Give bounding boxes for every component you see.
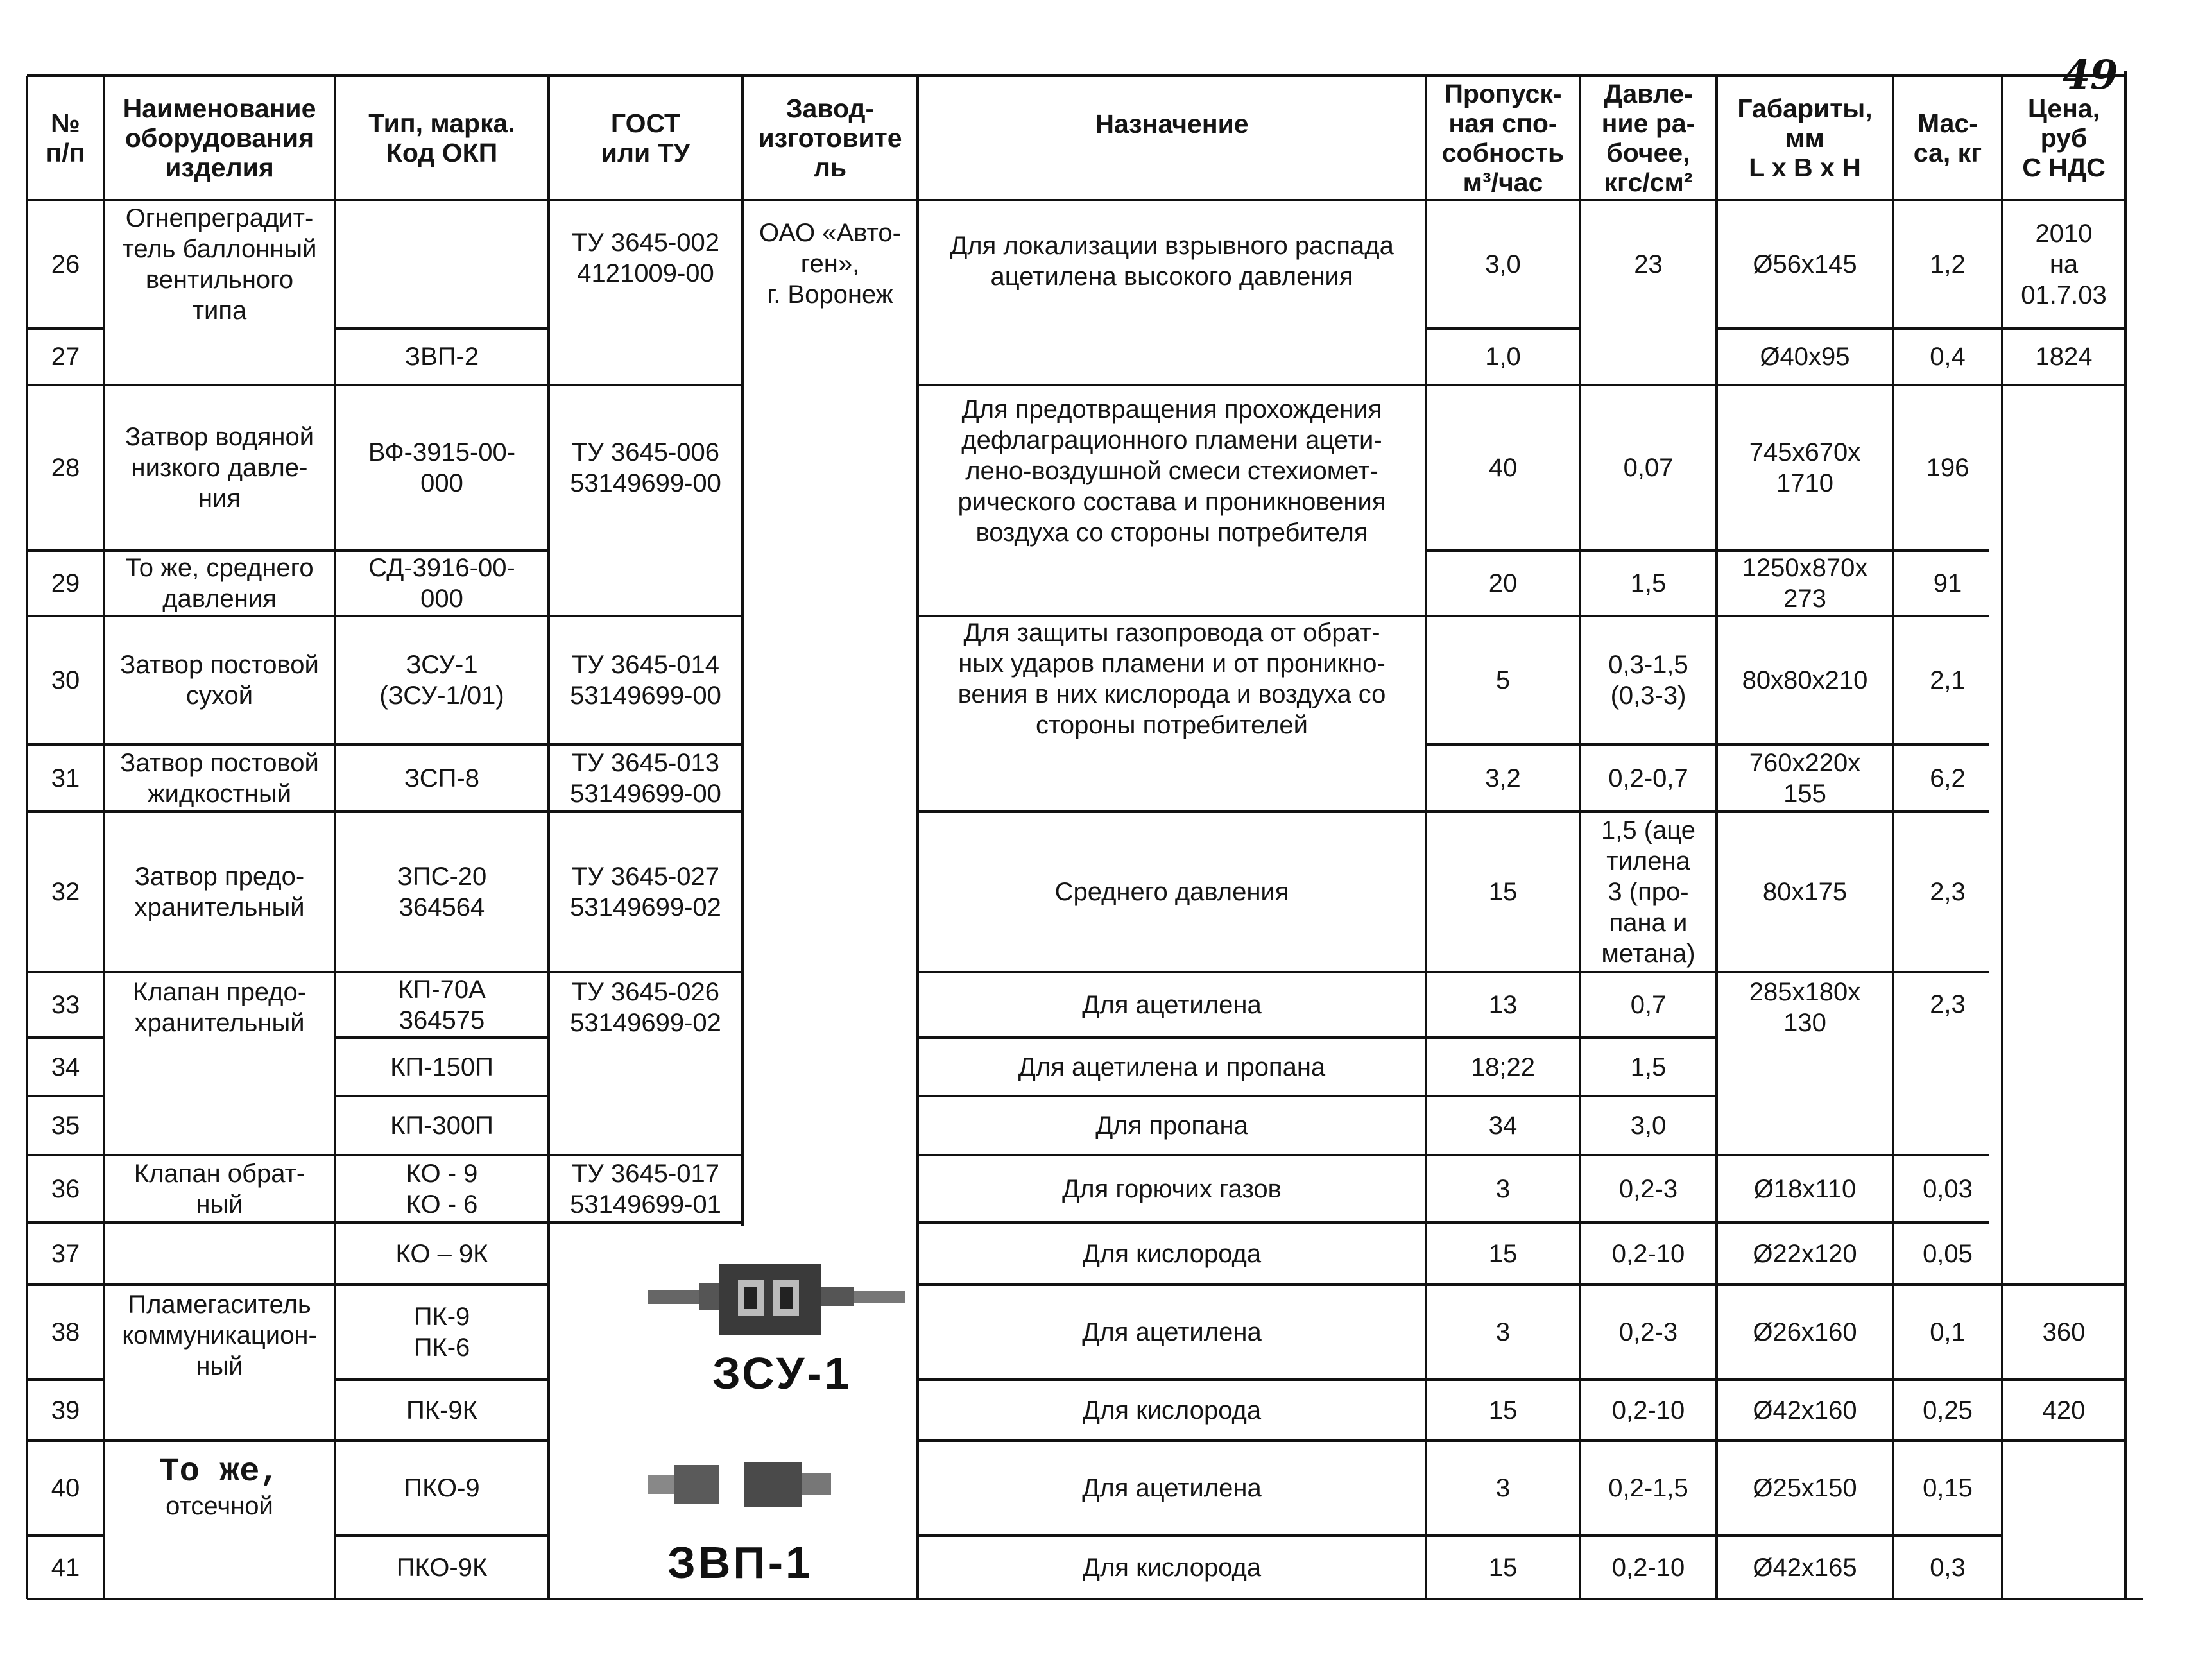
cell-37-mass: 0,05 xyxy=(1923,1239,1973,1268)
cell-28-mass: 196 xyxy=(1926,454,1969,482)
cell-40-purpose: Для ацетилена xyxy=(1082,1474,1262,1502)
cell-32-capacity: 15 xyxy=(1488,878,1518,906)
cell-38-purpose: Для ацетилена xyxy=(1082,1318,1262,1346)
cell-28-pressure: 0,07 xyxy=(1623,454,1674,482)
cell-30-type: ЗСУ-1 (ЗСУ-1/01) xyxy=(379,651,504,710)
cell-29-type: СД-3916-00- 000 xyxy=(368,554,515,613)
cell-41-dims: Ø42x165 xyxy=(1753,1553,1857,1582)
cell-38-name: Пламегаситель коммуникацион- ный xyxy=(122,1290,317,1380)
cell-35-purpose: Для пропана xyxy=(1095,1111,1248,1140)
cell-41-type: ПКО-9К xyxy=(396,1553,488,1582)
cell-32-type: ЗПС-20 364564 xyxy=(397,862,487,921)
cell-33-type: КП-70А 364575 xyxy=(398,975,486,1034)
cell-36-pressure: 0,2-3 xyxy=(1618,1174,1678,1203)
purpose-26-27: Для локализации взрывного распада ацетилена высокого давления xyxy=(950,232,1394,291)
cell-34-type: КП-150П xyxy=(390,1052,493,1081)
cell-26-num: 26 xyxy=(51,250,80,279)
mass-33-35: 2,3 xyxy=(1930,990,1966,1018)
cell-33-num: 33 xyxy=(51,991,80,1019)
zvp-1-label: ЗВП-1 xyxy=(667,1538,813,1588)
cell-40-type: ПКО-9 xyxy=(404,1474,480,1502)
page-number: 49 xyxy=(2063,51,2118,98)
cell-37-purpose: Для кислорода xyxy=(1082,1239,1262,1268)
cell-32-name: Затвор предо- хранительный xyxy=(134,862,305,921)
zvp-1-photo xyxy=(648,1455,841,1513)
cell-37-dims: Ø22x120 xyxy=(1753,1239,1857,1268)
cell-29-mass: 91 xyxy=(1933,569,1962,597)
price-26: 2010 на 01.7.03 xyxy=(2021,219,2107,309)
cell-39-num: 39 xyxy=(51,1396,80,1425)
cell-32-mass: 2,3 xyxy=(1930,878,1966,906)
cell-31-type: ЗСП-8 xyxy=(404,764,479,793)
header-type: Тип, марка. Код ОКП xyxy=(368,108,515,167)
maker: ОАО «Авто- ген», г. Воронеж xyxy=(759,219,901,309)
cell-40-num: 40 xyxy=(51,1474,80,1502)
cell-40-name-line2: отсечной xyxy=(166,1492,273,1520)
cell-31-name: Затвор постовой жидкостный xyxy=(120,748,319,808)
header-mass: Мас- са, кг xyxy=(1913,108,1982,167)
cell-39-capacity: 15 xyxy=(1488,1396,1518,1425)
cell-28-capacity: 40 xyxy=(1488,454,1518,482)
cell-30-gost: ТУ 3645-014 53149699-00 xyxy=(570,651,721,710)
cell-31-dims: 760x220x 155 xyxy=(1749,748,1861,808)
cell-38-price: 360 xyxy=(2042,1318,2086,1346)
cell-26-capacity: 3,0 xyxy=(1485,250,1521,279)
cell-26-mass: 1,2 xyxy=(1930,250,1966,279)
cell-40-dims: Ø25x150 xyxy=(1753,1474,1857,1502)
cell-40-capacity: 3 xyxy=(1495,1474,1511,1502)
gost-26-27: ТУ 3645-002 4121009-00 xyxy=(572,228,719,287)
cell-30-name: Затвор постовой сухой xyxy=(120,651,319,710)
cell-36-type: КО - 9 КО - 6 xyxy=(406,1159,478,1219)
cell-41-purpose: Для кислорода xyxy=(1082,1553,1262,1582)
header-price: Цена, руб С НДС xyxy=(2022,94,2106,182)
header-name: Наименование оборудования изделия xyxy=(123,94,316,182)
cell-41-pressure: 0,2-10 xyxy=(1611,1553,1685,1582)
cell-37-capacity: 15 xyxy=(1488,1239,1518,1268)
cell-28-dims: 745x670x 1710 xyxy=(1749,438,1861,497)
cell-29-capacity: 20 xyxy=(1488,569,1518,597)
cell-26-dims: Ø56x145 xyxy=(1753,250,1857,279)
cell-31-gost: ТУ 3645-013 53149699-00 xyxy=(570,748,721,808)
header-pressure: Давле- ние ра- бочее, кгс/см² xyxy=(1601,79,1695,197)
cell-29-pressure: 1,5 xyxy=(1630,569,1667,597)
cell-36-purpose: Для горючих газов xyxy=(1062,1174,1282,1203)
cell-28-name: Затвор водяной низкого давле- ния xyxy=(124,423,314,513)
cell-34-purpose: Для ацетилена и пропана xyxy=(1018,1052,1326,1081)
purpose-28-29: Для предотвращения прохождения дефлаграционного пламени ацети- лено-воздушной смеси стехиомет- рического состава и проникновения воздуха со стороны потребителя xyxy=(957,395,1386,547)
cell-39-dims: Ø42x160 xyxy=(1753,1396,1857,1425)
cell-27-capacity: 1,0 xyxy=(1485,343,1521,371)
cell-34-pressure: 1,5 xyxy=(1630,1052,1667,1081)
header-maker: Завод- изготовите ль xyxy=(758,94,902,182)
cell-40-pressure: 0,2-1,5 xyxy=(1608,1474,1688,1502)
dims-33-35: 285x180x 130 xyxy=(1749,978,1861,1037)
header-purpose: Назначение xyxy=(1095,109,1249,139)
cell-38-type: ПК-9 ПК-6 xyxy=(413,1303,470,1362)
gost-28-29: ТУ 3645-006 53149699-00 xyxy=(570,438,721,497)
cell-32-pressure: 1,5 (аце тилена 3 (про- пана и метана) xyxy=(1601,816,1695,968)
cell-39-pressure: 0,2-10 xyxy=(1611,1396,1685,1425)
cell-33-pressure: 0,7 xyxy=(1630,991,1667,1019)
cell-30-pressure: 0,3-1,5 (0,3-3) xyxy=(1608,651,1688,710)
cell-34-capacity: 18;22 xyxy=(1470,1052,1536,1081)
cell-33-capacity: 13 xyxy=(1488,991,1518,1019)
cell-32-dims: 80x175 xyxy=(1762,878,1848,906)
cell-30-num: 30 xyxy=(51,666,80,694)
cell-28-type: ВФ-3915-00- 000 xyxy=(368,438,516,497)
cell-35-pressure: 3,0 xyxy=(1630,1111,1667,1140)
cell-36-gost: ТУ 3645-017 53149699-01 xyxy=(570,1159,721,1219)
cell-40-name-line1: То же, xyxy=(159,1453,280,1491)
cell-28-num: 28 xyxy=(51,454,80,482)
cell-38-dims: Ø26x160 xyxy=(1753,1318,1857,1346)
cell-29-name: То же, среднего давления xyxy=(125,554,314,613)
gost-33-35: ТУ 3645-026 53149699-02 xyxy=(570,978,721,1037)
cell-31-mass: 6,2 xyxy=(1930,764,1966,793)
cell-27-dims: Ø40x95 xyxy=(1760,343,1850,371)
cell-38-mass: 0,1 xyxy=(1930,1318,1966,1346)
cell-32-num: 32 xyxy=(51,878,80,906)
cell-35-num: 35 xyxy=(51,1111,80,1140)
cell-27-type: ЗВП-2 xyxy=(404,343,479,371)
cell-39-price: 420 xyxy=(2042,1396,2086,1425)
cell-35-type: КП-300П xyxy=(390,1111,493,1140)
cell-32-gost: ТУ 3645-027 53149699-02 xyxy=(570,862,721,921)
cell-39-purpose: Для кислорода xyxy=(1082,1396,1262,1425)
zsu-1-photo xyxy=(642,1251,911,1354)
purpose-30-31: Для защиты газопровода от обрат- ных ударов пламени и от проникно- вения в них кислорода и воздуха со стороны потребителей xyxy=(957,619,1386,739)
cell-31-num: 31 xyxy=(51,764,80,793)
cell-38-pressure: 0,2-3 xyxy=(1618,1318,1678,1346)
cell-41-capacity: 15 xyxy=(1488,1553,1518,1582)
cell-27-mass: 0,4 xyxy=(1930,343,1966,371)
cell-41-mass: 0,3 xyxy=(1930,1553,1966,1582)
cell-36-dims: Ø18x110 xyxy=(1753,1174,1857,1203)
pressure-26-27: 23 xyxy=(1634,250,1663,279)
cell-31-capacity: 3,2 xyxy=(1485,764,1521,793)
cell-36-capacity: 3 xyxy=(1495,1174,1511,1203)
header-capacity: Пропуск- ная спо- собность м³/час xyxy=(1441,79,1565,197)
cell-27-price: 1824 xyxy=(2035,343,2093,371)
cell-29-dims: 1250x870x 273 xyxy=(1742,554,1868,613)
cell-30-dims: 80x80x210 xyxy=(1742,666,1868,694)
cell-34-num: 34 xyxy=(51,1052,80,1081)
name-33-35: Клапан предо- хранительный xyxy=(132,978,307,1037)
cell-37-pressure: 0,2-10 xyxy=(1611,1239,1685,1268)
name-26-27: Огнепреградит- тель баллонный вентильного типа xyxy=(122,204,317,325)
header-gost: ГОСТ или ТУ xyxy=(601,108,691,167)
cell-38-capacity: 3 xyxy=(1495,1318,1511,1346)
cell-36-mass: 0,03 xyxy=(1923,1174,1973,1203)
cell-33-purpose: Для ацетилена xyxy=(1082,991,1262,1019)
header-dims: Габариты, мм L x B x H xyxy=(1737,94,1873,182)
cell-37-num: 37 xyxy=(51,1239,80,1268)
zsu-1-label: ЗСУ-1 xyxy=(712,1348,852,1398)
cell-38-num: 38 xyxy=(51,1318,80,1346)
cell-27-num: 27 xyxy=(51,343,80,371)
cell-30-capacity: 5 xyxy=(1495,666,1511,694)
cell-36-name: Клапан обрат- ный xyxy=(133,1159,305,1219)
cell-41-num: 41 xyxy=(51,1553,80,1582)
cell-39-type: ПК-9К xyxy=(406,1396,477,1425)
cell-36-num: 36 xyxy=(51,1174,80,1203)
cell-30-mass: 2,1 xyxy=(1930,666,1966,694)
header-num: № п/п xyxy=(46,108,85,167)
cell-40-mass: 0,15 xyxy=(1923,1474,1973,1502)
cell-29-num: 29 xyxy=(51,569,80,597)
cell-32-purpose: Среднего давления xyxy=(1054,878,1289,906)
cell-37-type: КО – 9К xyxy=(395,1239,488,1268)
cell-35-capacity: 34 xyxy=(1488,1111,1518,1140)
cell-31-pressure: 0,2-0,7 xyxy=(1608,764,1688,793)
cell-39-mass: 0,25 xyxy=(1923,1396,1973,1425)
